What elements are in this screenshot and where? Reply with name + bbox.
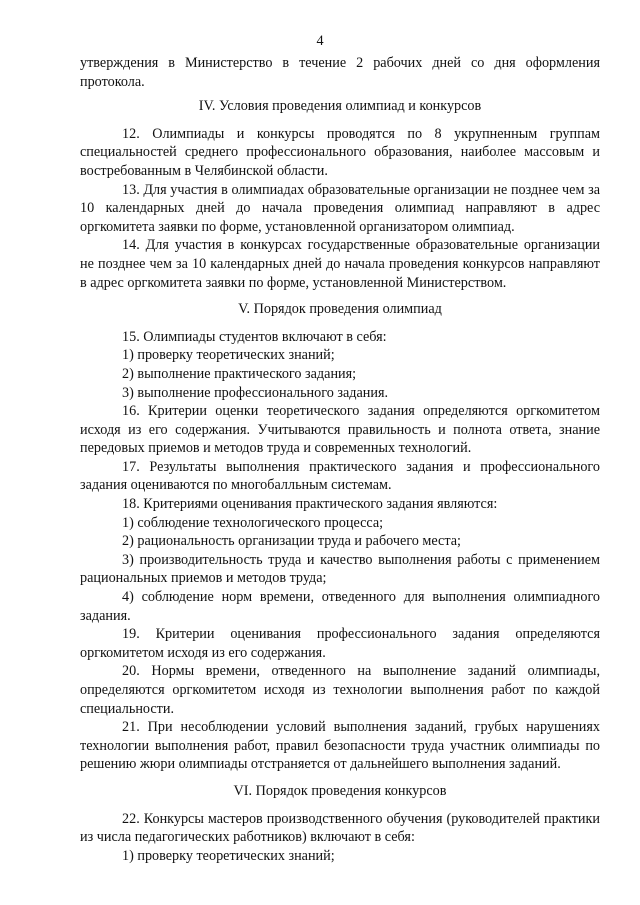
section-heading-vi: VI. Порядок проведения конкурсов [233, 782, 447, 799]
paragraph-17: 17. Результаты выполнения практического задания и профессионального задания оцениваются по многобалльным системам. [80, 458, 600, 494]
paragraph-19: 19. Критерии оценивания профессионального задания определяются оргкомитетом исходя из его содержания. [80, 626, 600, 661]
list-item-15-3: 3) выполнение профессионального задания. [122, 384, 389, 401]
paragraph-continuation: утверждения в Министерство в течение 2 рабочих дней со дня оформления протокола. [80, 55, 600, 90]
list-item-15-1: 1) проверку теоретических знаний; [122, 347, 335, 364]
paragraph-15: 15. Олимпиады студентов включают в себя: [122, 328, 387, 345]
section-heading-v: V. Порядок проведения олимпиад [238, 301, 442, 318]
list-item-18-4: 4) соблюдение норм времени, отведенного для выполнения олимпиадного задания. [80, 589, 600, 624]
paragraph-22: 22. Конкурсы мастеров производственного обучения (руководителей практики из числа педагогических работников) включают в себя: [80, 810, 600, 846]
paragraph-16: 16. Критерии оценки теоретического задания определяются оргкомитетом исходя из его содержания. Учитываются правильность и полнота ответа, знание передовых приемов и методов труда и современных технологий. [80, 403, 600, 457]
list-item-18-2: 2) рациональность организации труда и рабочего места; [122, 533, 461, 550]
page-number: 4 [316, 33, 324, 49]
list-item-18-1: 1) соблюдение технологического процесса; [122, 514, 384, 531]
section-heading-iv: IV. Условия проведения олимпиад и конкурсов [198, 98, 482, 115]
list-item-15-2: 2) выполнение практического задания; [122, 365, 357, 382]
paragraph-18: 18. Критериями оценивания практического задания являются: [122, 496, 498, 513]
list-item-22-1: 1) проверку теоретических знаний; [122, 847, 335, 864]
paragraph-21: 21. При несоблюдении условий выполнения заданий, грубых нарушениях технологии выполнения работ, правил безопасности труда участник олимпиады по решению жюри олимпиады отстраняется от дальнейшего выполнения заданий. [80, 719, 600, 773]
list-item-18-3: 3) производительность труда и качество выполнения работы с применением рациональных приемов и методов труда; [80, 551, 600, 587]
paragraph-12: 12. Олимпиады и конкурсы проводятся по 8 укрупненным группам специальностей среднего профессионального образования, наиболее массовым и востребованным в Челябинской области. [80, 125, 600, 179]
paragraph-20: 20. Нормы времени, отведенного на выполнение заданий олимпиады, определяются оргкомитетом исходя из технологии выполнения работ по каждой специальности. [80, 663, 600, 717]
document-body [80, 54, 600, 865]
paragraph-14: 14. Для участия в конкурсах государственные образовательные организации не позднее чем за 10 календарных дней до начала проведения конкурсов направляют в адрес оргкомитета заявки по форме, установленной Министерством. [80, 237, 600, 291]
paragraph-13: 13. Для участия в олимпиадах образовательные организации не позднее чем за 10 календарных дней до начала проведения олимпиад направляют в адрес оргкомитета заявки по форме, установленной организатором олимпиад. [80, 181, 600, 235]
